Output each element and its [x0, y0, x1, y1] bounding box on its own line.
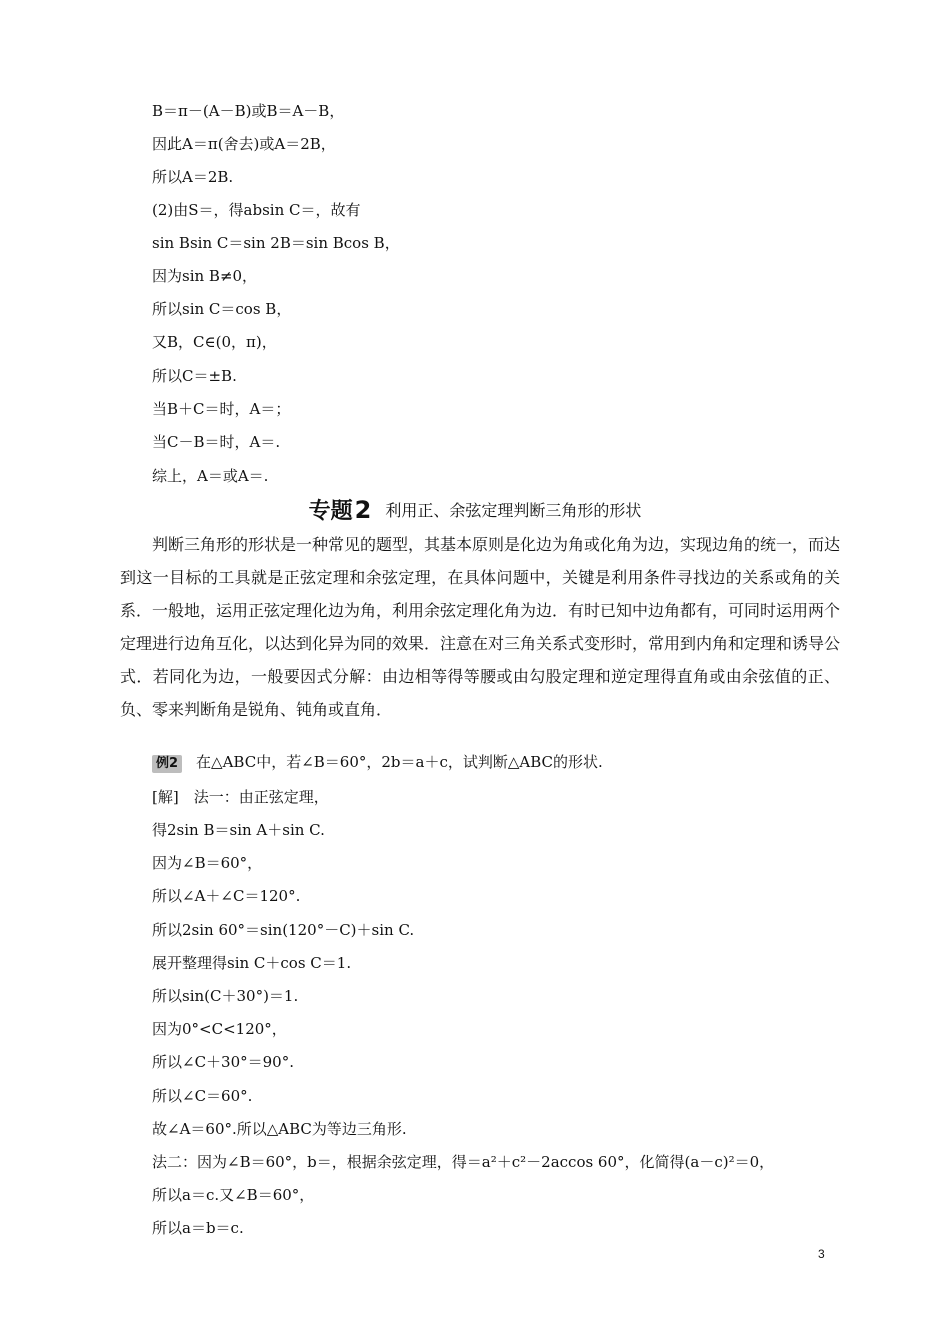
text-line: 所以∠A＋∠C＝120°. — [152, 887, 301, 905]
text-line: sin Bsin C＝sin 2B＝sin Bcos B， — [152, 234, 400, 252]
text-line: 当B＋C＝时，A＝； — [152, 400, 291, 418]
text-line: 所以2sin 60°＝sin(120°－C)＋sin C. — [152, 921, 415, 939]
text-line: 所以C＝±B. — [152, 367, 237, 385]
section-paragraph: 判断三角形的形状是一种常见的题型，其基本原则是化边为角或化角为边，实现边角的统一，而达到这一目标的工具就是正弦定理和余弦定理，在具体问题中，关键是利用条件寻找边的关系或角的关系．一般地，运用正弦定理化边为角，利用余弦定理化角为边．有时已知中边角都有，可同时运用两个定理进行边角互化，以达到化异为同的效果．注意在对三角关系式变形时，常用到内角和定理和诱导公式．若同化为边，一般要因式分解：由边相等得等腰或由勾股定理和逆定理得直角或由余弦值的正、负、零来判断角是锐角、钝角或直角． — [120, 535, 841, 719]
example-badge: 例2 — [152, 755, 182, 773]
text-line: 所以∠C＝60°. — [152, 1087, 253, 1105]
text-line: 故∠A＝60°.所以△ABC为等边三角形. — [152, 1120, 407, 1138]
text-line: 所以sin C＝cos B， — [152, 300, 292, 318]
text-line: 所以sin(C＋30°)＝1. — [152, 987, 299, 1005]
text-line: 当C－B＝时，A＝. — [152, 433, 281, 451]
section-tag: 专题 — [308, 499, 353, 524]
text-line: 因此A＝π(舍去)或A＝2B， — [152, 135, 336, 153]
text-line: 所以a＝c.又∠B＝60°， — [152, 1186, 315, 1204]
text-line: 因为0°<C<120°， — [152, 1020, 287, 1038]
section-title: 利用正、余弦定理判断三角形的形状 — [385, 501, 642, 520]
text-line: 所以a＝b＝c. — [152, 1219, 244, 1237]
text-line: 所以A＝2B. — [152, 168, 234, 186]
text-line: 法二：因为∠B＝60°，b＝，根据余弦定理，得＝a²＋c²－2accos 60°，化简得(a－c)²＝0， — [152, 1153, 775, 1171]
text-line: 因为sin B≠0， — [152, 267, 258, 285]
text-line: (2)由S＝，得absin C＝，故有 — [152, 201, 361, 219]
text-line: 因为∠B＝60°， — [152, 854, 263, 872]
example-text: 在△ABC中，若∠B＝60°，2b＝a＋c，试判断△ABC的形状. — [196, 753, 603, 771]
page-number: 3 — [818, 1247, 825, 1261]
text-line: B＝π－(A－B)或B＝A－B， — [152, 102, 345, 120]
example-statement — [152, 751, 603, 773]
text-line: 所以∠C＋30°＝90°. — [152, 1053, 294, 1071]
text-line: 展开整理得sin C＋cos C＝1. — [152, 954, 352, 972]
text-line: 又B，C∈(0，π)， — [152, 333, 277, 351]
text-line: [解] 法一：由正弦定理， — [152, 788, 329, 806]
section-number: 2 — [354, 495, 372, 524]
section-heading — [0, 494, 950, 526]
text-line: 得2sin B＝sin A＋sin C. — [152, 821, 325, 839]
text-line: 综上，A＝或A＝. — [152, 467, 269, 485]
